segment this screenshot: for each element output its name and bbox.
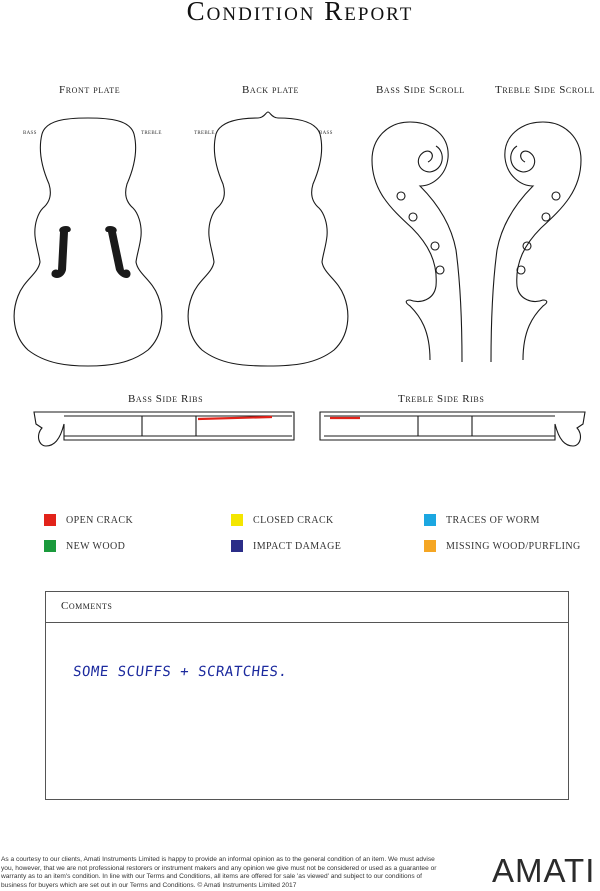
- report-title: Condition Report: [186, 0, 414, 26]
- back-plate-outline: [188, 112, 348, 366]
- footer-disclaimer: As a courtesy to our clients, Amati Instruments Limited is happy to provide an informal opinion as to the general condition of an item. We must advise you, however, that we are not professional restorers or instrument makers and any opinion we give must not be considered or used as a guarantee or warranty as to an item's condition. In line with our Terms and Conditions, all items are offered for sale 'as viewed' and subject to our conditions of business for buyers which are set out in our Terms and Conditions. © Amati Instruments Limited 2017: [1, 856, 437, 890]
- legend-missing-wood: [424, 539, 581, 553]
- bass-peg-hole: [397, 192, 405, 200]
- treble-peg-hole: [542, 213, 550, 221]
- legend-swatch: [44, 540, 56, 552]
- legend-swatch: [424, 514, 436, 526]
- legend-label: NEW WOOD: [66, 540, 126, 552]
- bass-side-ribs-label: Bass Side Ribs: [128, 393, 204, 405]
- front-plate-label: Front plate: [59, 84, 121, 96]
- legend-label: MISSING WOOD/PURFLING: [446, 540, 581, 552]
- front-plate-outline: [14, 118, 162, 366]
- back-treble-label: treble: [194, 129, 215, 136]
- treble-peg-hole: [517, 266, 525, 274]
- legend-label: TRACES OF WORM: [446, 514, 540, 526]
- comments-heading: Comments: [46, 592, 568, 623]
- legend-swatch: [44, 514, 56, 526]
- legend-open-crack: [44, 513, 133, 527]
- bass-peg-hole: [409, 213, 417, 221]
- legend-swatch: [424, 540, 436, 552]
- brand-logo: AMATI: [492, 852, 596, 889]
- legend-swatch: [231, 514, 243, 526]
- legend-label: OPEN CRACK: [66, 514, 134, 526]
- treble-side-ribs-label: Treble Side Ribs: [398, 393, 485, 405]
- front-treble-label: treble: [141, 129, 162, 136]
- back-plate-label: Back plate: [242, 84, 299, 96]
- legend-new-wood: [44, 539, 125, 553]
- bass-peg-hole: [436, 266, 444, 274]
- comments-box: [45, 591, 569, 800]
- legend-closed-crack: [231, 513, 334, 527]
- bass-side-scroll-label: Bass Side Scroll: [376, 84, 465, 96]
- front-bass-label: bass: [23, 129, 37, 136]
- bass-f-hole: [51, 226, 70, 278]
- back-bass-label: bass: [319, 129, 333, 136]
- bass-peg-hole: [431, 242, 439, 250]
- treble-f-hole: [105, 226, 130, 278]
- legend-swatch: [231, 540, 243, 552]
- treble-side-scroll-label: Treble Side Scroll: [495, 84, 596, 96]
- legend-impact-damage: [231, 539, 341, 553]
- treble-peg-hole: [552, 192, 560, 200]
- bass-scroll-outline: [372, 122, 462, 362]
- legend-traces-of-worm: [424, 513, 540, 527]
- bass-ribs-open-crack-mark: [198, 417, 272, 419]
- legend-label: IMPACT DAMAGE: [253, 540, 342, 552]
- legend-label: CLOSED CRACK: [253, 514, 334, 526]
- comments-handwritten-text: SOME SCUFFS + SCRATCHES.: [72, 664, 289, 680]
- treble-scroll-outline: [491, 122, 581, 362]
